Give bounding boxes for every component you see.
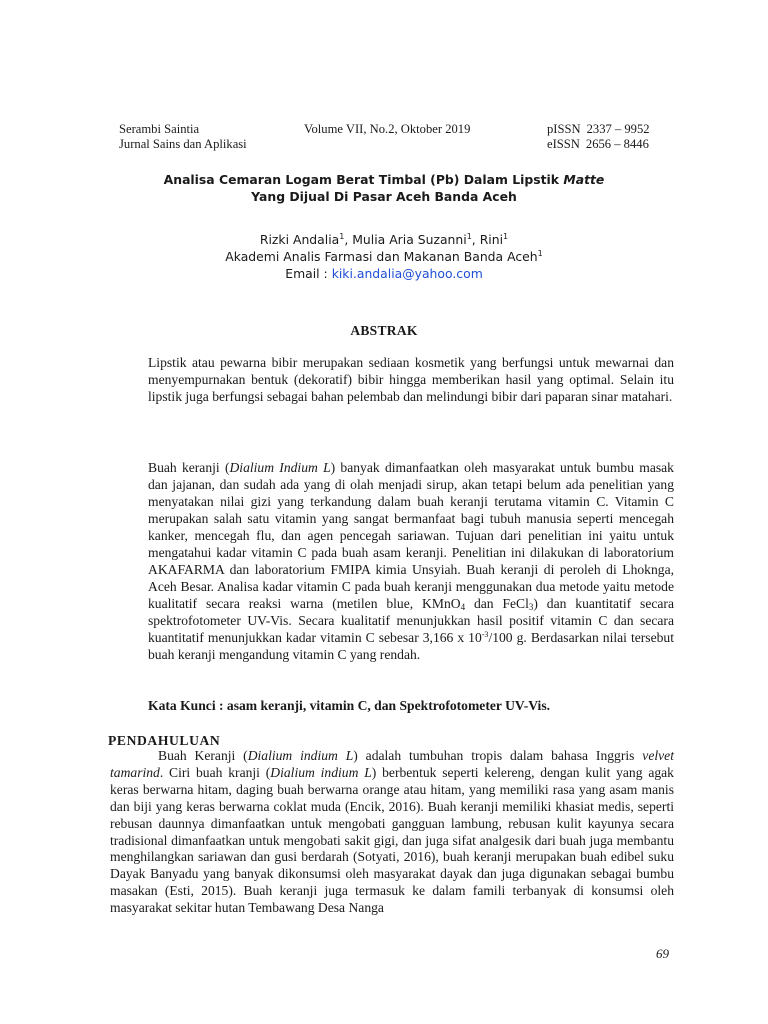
affiliation-text: Akademi Analis Farmasi dan Makanan Banda Aceh <box>225 249 538 264</box>
abs2-text-a: Buah keranji ( <box>148 460 230 475</box>
intro-species-2: Dialium indium L <box>270 764 372 780</box>
email-label: Email : <box>285 266 328 281</box>
abstract-paragraph-2 <box>148 459 674 663</box>
abstract-paragraph-1: Lipstik atau pewarna bibir merupakan sediaan kosmetik yang berfungsi untuk mewarnai dan menyempurnakan bentuk (dekoratif) bibir hingga memberikan hasil yang optimal. Selain itu lipstik juga berfungsi sebagai bahan pelembab dan melindungi bibir dari paparan sinar matahari. <box>148 355 674 404</box>
journal-header-left <box>119 122 247 152</box>
author-2: Mulia Aria Suzanni <box>352 232 467 247</box>
species-name: Dialium Indium L <box>229 460 331 475</box>
author-2-affil: 1 <box>466 232 472 241</box>
eissn-value: 2656 – 8446 <box>585 137 649 151</box>
pissn-row <box>547 122 650 137</box>
paper-title <box>0 171 768 205</box>
title-text: Analisa Cemaran Logam Berat Timbal (Pb) Dalam Lipstik <box>163 172 560 187</box>
email-link[interactable]: kiki.andalia@yahoo.com <box>331 266 483 281</box>
affiliation <box>0 248 768 265</box>
intro-text-2: ) adalah tumbuhan tropis dalam bahasa Inggris <box>353 748 643 763</box>
intro-text-4: ) berbentuk seperti kelereng, dengan kulit yang agak keras berwarna hitam, daging buah berwarna orange atau hitam, yang memiliki rasa yang asam manis dan biji yang keras berwarna coklat muda (Encik, 2016). Buah keranji memiliki khasiat medis, seperti rebusan daunnya dimanfaatkan untuk mengobati gangguan lambung, rebusan kulit kayunya secara tradisional dimanfaatkan untuk mengobati sakit gigi, dan juga sifat analgesik dari buah juga membantu menghilangkan sariawan dan gusi berdarah (Sotyati, 2016), buah keranji merupakan buah edibel suku Dayak Banyadu yang banyak dikonsumsi oleh masyarakat dayak dan juga digunakan sebagai bumbu masakan (Esti, 2015). Buah keranji juga termasuk ke dalam famili terbanyak di konsumsi oleh masyarakat sekitar hutan Tembawang Desa Nanga <box>110 764 674 916</box>
eissn-row <box>547 137 650 152</box>
pissn-value: 2337 – 9952 <box>586 122 650 136</box>
volume-info: Volume VII, No.2, Oktober 2019 <box>304 122 471 136</box>
title-line-2: Yang Dijual Di Pasar Aceh Banda Aceh <box>251 189 517 204</box>
pissn-label: pISSN <box>547 122 581 136</box>
abs2-text-b: ) banyak dimanfaatkan oleh masyarakat untuk bumbu masak dan jajanan, dan sudah ada yang di olah menjadi sirup, akan tetapi belum ada penelitian yang menyatakan nilai gizi yang terkandung dalam buah keranji terutama vitamin C. Vitamin C merupakan salah satu vitamin yang sangat bermanfaat bagi tubuh manusia seperti mencegah kanker, mencegah flu, dan agen pencegah sariawan. Tujuan dari penelitian ini yaitu untuk mengatahui kadar vitamin C pada buah asam keranji. Penelitian ini dilakukan di laboratorium AKAFARMA dan laboratorium FMIPA kimia Unsyiah. Buah keranji di peroleh di Lhoknga, Aceh Besar. Analisa kadar vitamin C pada buah keranji menggunakan dua metode yaitu metode kualitatif secara reaksi warna (metilen blue, KMnO <box>148 460 674 611</box>
subscript-3: 3 <box>528 602 534 612</box>
intro-paragraph <box>110 748 674 917</box>
affiliation-sup: 1 <box>537 249 543 258</box>
eissn-label: eISSN <box>547 137 580 151</box>
author-1: Rizki Andalia <box>259 232 340 247</box>
journal-subtitle: Jurnal Sains dan Aplikasi <box>119 137 247 151</box>
abs2-text-c: dan FeCl <box>465 596 529 611</box>
author-names: Rizki Andalia$^1$, Mulia Aria Suzanni$^1$, Rini$^1$ <box>259 232 509 247</box>
abs2-text-e: /100 g. Berdasarkan nilai tersebut buah keranji mengandung vitamin C yang rendah. <box>148 630 674 662</box>
author-3: Rini <box>479 232 504 247</box>
page-number: 69 <box>656 946 669 961</box>
abs2-text-d: ) dan kuantitatif secara spektrofotometer UV-Vis. Secara kualitatif menunjukkan hasil positif vitamin C dan secara kuantitatif menunjukkan kadar vitamin C sebesar 3,166 x 10 <box>148 596 674 645</box>
email-line <box>0 265 768 282</box>
intro-text-1: Buah Keranji ( <box>158 748 248 763</box>
author-3-affil: 1 <box>503 232 509 241</box>
intro-heading: PENDAHULUAN <box>108 733 221 748</box>
abstract-heading: ABSTRAK <box>350 323 418 338</box>
author-1-affil: 1 <box>339 232 345 241</box>
intro-italic-term: velvet tamarind <box>110 748 674 780</box>
author-block <box>0 231 768 282</box>
intro-text-3: . Ciri buah kranji ( <box>159 764 271 780</box>
superscript-exp: -3 <box>481 630 489 639</box>
journal-name: Serambi Saintia <box>119 122 200 136</box>
title-line-1 <box>0 171 768 188</box>
title-italic-word: Matte <box>563 172 605 187</box>
subscript-4: 4 <box>460 602 466 612</box>
issn-block <box>547 122 650 152</box>
keywords: Kata Kunci : asam keranji, vitamin C, dan Spektrofotometer UV-Vis. <box>148 698 551 713</box>
intro-species-1: Dialium indium L <box>247 748 354 763</box>
